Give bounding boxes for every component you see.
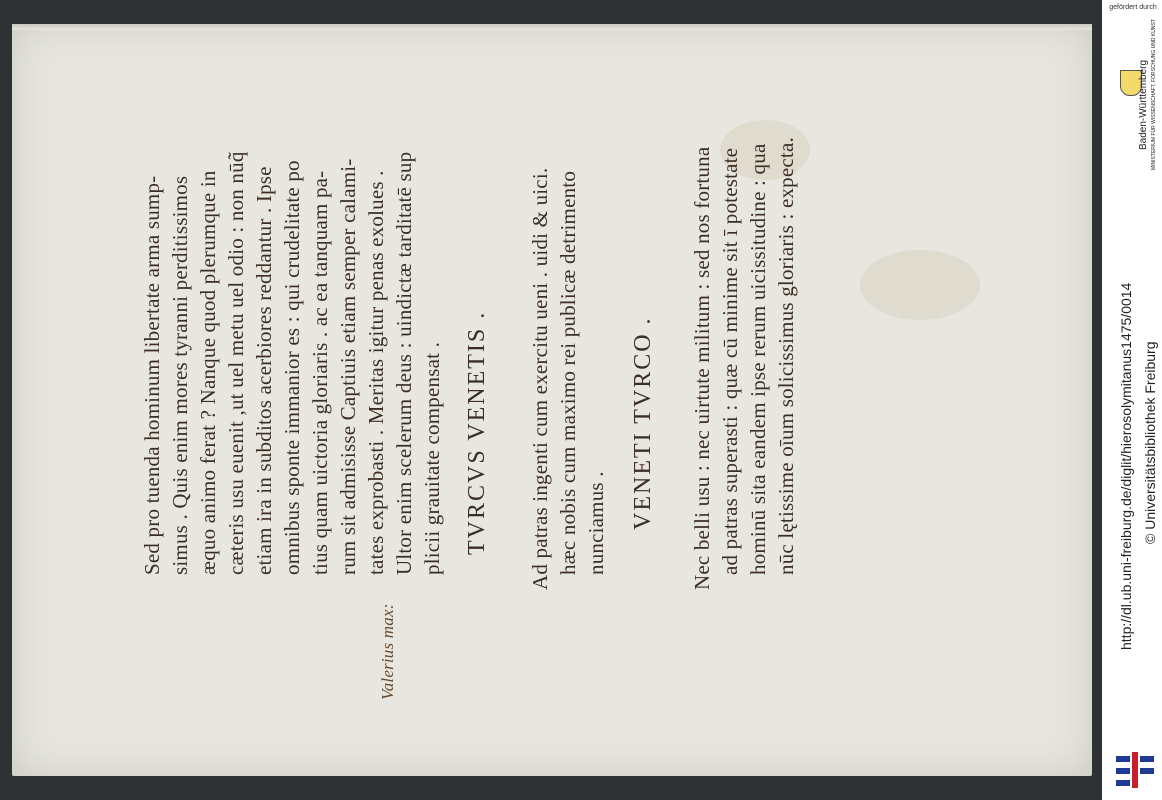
text-line: nūc lętissime oīum solicissimus gloriaris : expecta. [774,137,798,575]
text-line: omnibus sponte immanior es : qui crudelitate po [280,160,304,575]
text-line: hæc nobis cum maximo rei publicæ detrimento [556,170,580,575]
source-url-link[interactable]: http://dl.ub.uni-freiburg.de/diglit/hierosolymitanus1475/0014 [1118,282,1134,650]
sponsor-name: Baden-Württemberg [1138,59,1149,150]
text-line: nunciamus . [584,471,608,575]
text-line: cæteris usu euenit ,ut uel metu uel odio : non nūq̃ [224,151,248,575]
text-line: Ad patras ingenti cum exercitu ueni . uidi & uici. [528,167,552,590]
text-line: simus . Quis enim mores tyranni perditissimos [168,175,192,575]
section-heading: TVRCVS VENETIS . [464,310,490,555]
text-line: ad patras superasti : quæ cū minime sit ī potestate [718,147,742,575]
text-line: tates exprobasti . Meritas igitur penas exolues . [364,170,388,575]
text-line: hominū sita eandem ipse rerum uicissitudine : qua [746,143,770,575]
sponsor-ministry: MINISTERIUM FÜR WISSENSCHAFT, FORSCHUNG UND KUNST [1151,19,1157,170]
text-line: rum sit admisisse Captiuis etiam semper calami- [336,158,360,575]
text-line: æquo animo ferat ? Nanque quod plerumque in [196,170,220,575]
text-line: plicii grauitate compensat . [420,341,444,575]
text-line: Sed pro tuenda hominum libertate arma sump- [140,175,164,575]
text-line: Ultor enim scelerum deus : uindictæ tarditatē sup [392,151,416,575]
text-line: etiam ira in subditos acerbiores reddantur . Ipse [252,166,276,575]
section-heading: VENETI TVRCO . [630,316,656,530]
copyright-notice: © Universitätsbibliothek Freiburg [1142,341,1158,544]
library-logo-icon [1114,752,1156,788]
marginal-note: Valerius max: [378,603,397,700]
text-line: tius quam uictoria gloriaris . ac ea tanquam pa- [308,170,332,575]
text-line: Nec belli usu : nec uirtute militum : sed nos fortuna [690,146,714,590]
sponsor-label: gefördert durch [1109,4,1157,11]
